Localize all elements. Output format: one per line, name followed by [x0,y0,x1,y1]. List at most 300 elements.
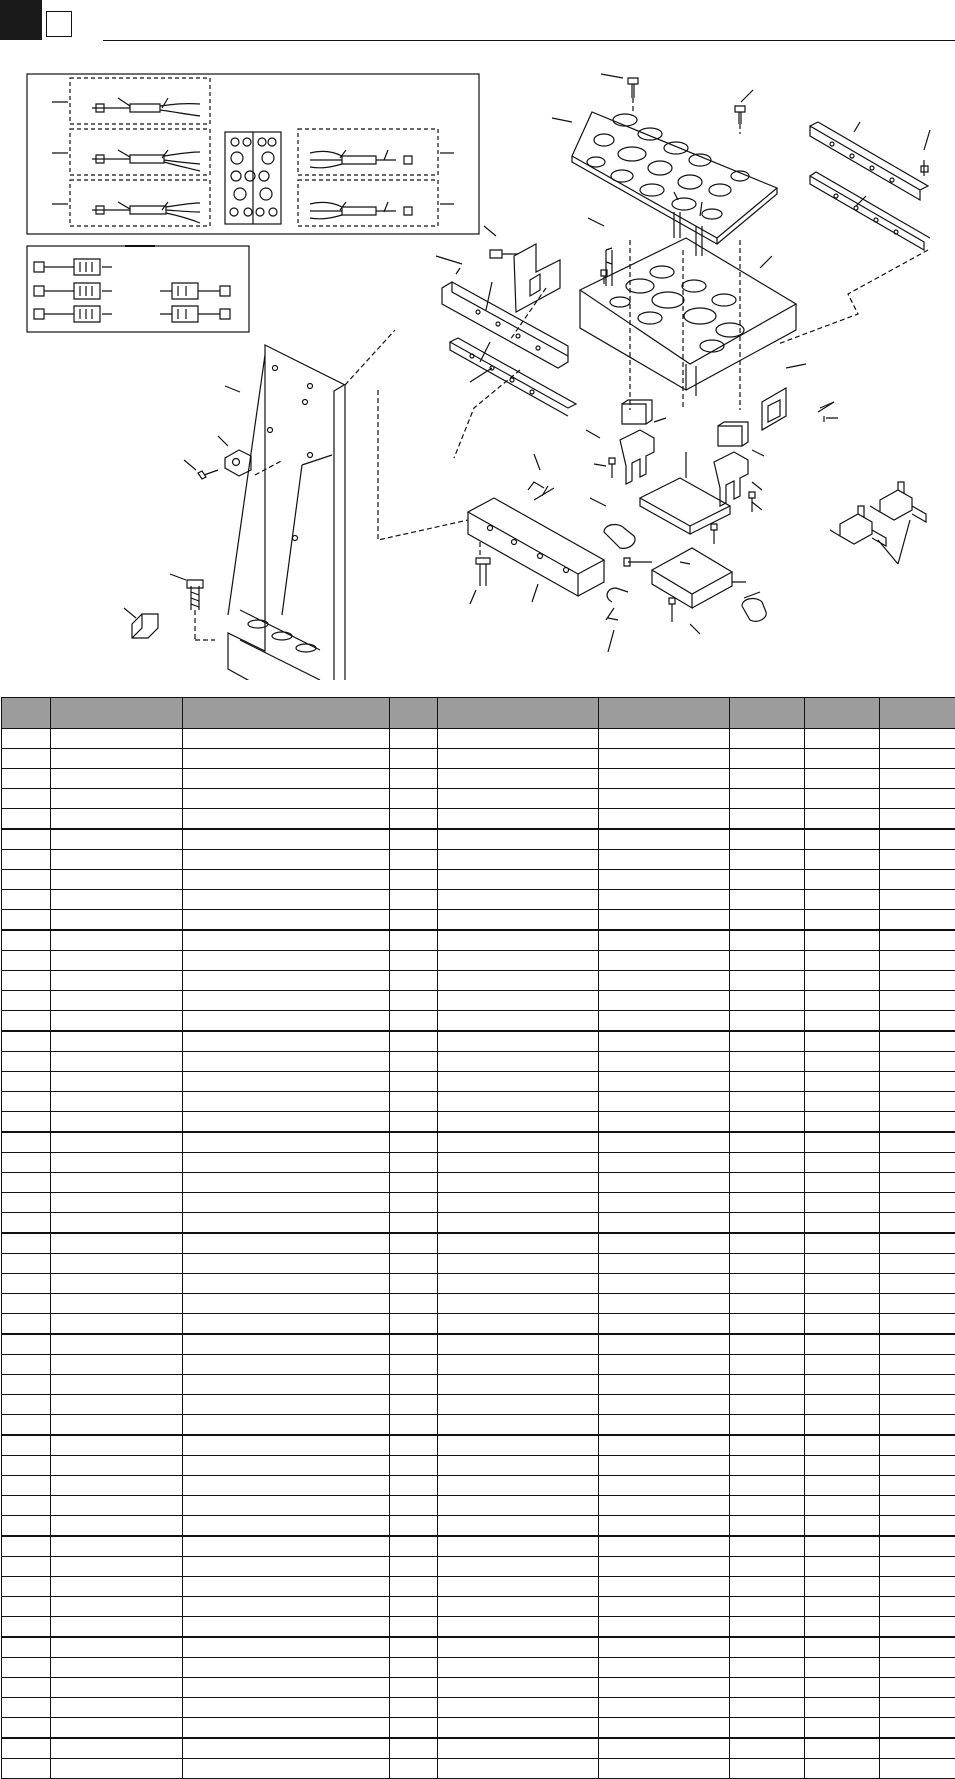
column-header [880,698,955,729]
table-cell [2,1072,51,1092]
table-cell [390,729,438,749]
table-cell [880,1678,955,1698]
table-cell [51,1031,183,1052]
table-cell [390,1718,438,1739]
table-cell [390,1516,438,1537]
table-cell [599,1193,730,1213]
table-cell [390,1011,438,1032]
table-cell [599,1536,730,1557]
table-cell [599,729,730,749]
table-cell [438,1294,599,1314]
table-cell [390,809,438,830]
table-cell [730,1294,805,1314]
table-cell [51,809,183,830]
table-cell [51,1718,183,1739]
table-cell [599,1153,730,1173]
table-cell [599,1718,730,1739]
table-cell [51,1274,183,1294]
table-cell [2,1395,51,1415]
table-cell [730,930,805,951]
table-cell [390,1233,438,1254]
table-cell [183,1496,390,1516]
table-cell [183,1516,390,1537]
column-header [183,698,390,729]
table-cell [51,1375,183,1395]
table-cell [2,769,51,789]
table-cell [730,910,805,931]
table-cell [390,1355,438,1375]
table-cell [730,1153,805,1173]
table-cell [730,729,805,749]
table-cell [183,729,390,749]
table-cell [390,1597,438,1617]
table-cell [880,1132,955,1153]
table-cell [51,971,183,991]
table-cell [805,870,880,890]
table-cell [599,971,730,991]
table-cell [51,1052,183,1072]
table-cell [880,1415,955,1436]
table-cell [390,1132,438,1153]
table-cell [438,1132,599,1153]
table-cell [730,1314,805,1335]
table-cell [183,1334,390,1355]
table-cell [183,1536,390,1557]
table-cell [880,809,955,830]
column-header [438,698,599,729]
table-row [2,1072,955,1092]
table-cell [2,749,51,769]
table-cell [183,829,390,850]
table-cell [730,1597,805,1617]
table-cell [51,1112,183,1133]
table-cell [2,1415,51,1436]
table-cell [390,1637,438,1658]
table-cell [390,1153,438,1173]
table-cell [51,1678,183,1698]
table-cell [880,1294,955,1314]
table-cell [390,1375,438,1395]
table-cell [2,1375,51,1395]
table-cell [51,789,183,809]
table-cell [730,1738,805,1759]
table-cell [51,1557,183,1577]
table-cell [2,1536,51,1557]
table-cell [805,1334,880,1355]
table-cell [599,870,730,890]
table-cell [183,1254,390,1274]
table-cell [51,951,183,971]
table-cell [880,1597,955,1617]
table-cell [880,729,955,749]
table-cell [2,729,51,749]
table-cell [805,971,880,991]
table-cell [438,1738,599,1759]
table-cell [2,890,51,910]
table-cell [183,910,390,931]
table-cell [183,1112,390,1133]
table-cell [730,1557,805,1577]
table-cell [880,1314,955,1335]
table-cell [2,829,51,850]
table-cell [51,749,183,769]
table-cell [51,1254,183,1274]
table-cell [805,1658,880,1678]
side-rail-left [436,256,576,458]
table-cell [51,769,183,789]
table-cell [390,1698,438,1718]
table-cell [2,1213,51,1234]
connector-kit-panel [27,246,249,332]
table-cell [183,991,390,1011]
table-cell [880,850,955,870]
table-cell [183,1415,390,1436]
table-cell [599,1112,730,1133]
table-cell [599,829,730,850]
table-row [2,1395,955,1415]
table-cell [2,1637,51,1658]
table-cell [438,910,599,931]
table-cell [880,930,955,951]
table-cell [880,1395,955,1415]
table-cell [880,870,955,890]
table-cell [2,850,51,870]
table-row [2,1738,955,1759]
table-cell [2,1456,51,1476]
table-row [2,1557,955,1577]
table-cell [805,1415,880,1436]
table-cell [51,1072,183,1092]
table-cell [438,1355,599,1375]
table-cell [390,1476,438,1496]
table-cell [805,1536,880,1557]
table-row [2,930,955,951]
table-cell [183,1718,390,1739]
table-cell [51,1314,183,1335]
table-cell [880,1274,955,1294]
table-cell [730,1011,805,1032]
table-cell [183,1678,390,1698]
table-cell [599,1557,730,1577]
table-cell [599,1294,730,1314]
table-cell [880,1658,955,1678]
table-cell [599,1375,730,1395]
table-cell [51,1415,183,1436]
table-cell [730,1052,805,1072]
table-cell [51,1395,183,1415]
table-row [2,971,955,991]
table-cell [51,1759,183,1779]
table-cell [880,1355,955,1375]
table-cell [2,1476,51,1496]
table-cell [51,1456,183,1476]
table-cell [805,1233,880,1254]
table-row [2,809,955,830]
table-cell [730,1254,805,1274]
table-cell [599,1415,730,1436]
table-cell [880,1738,955,1759]
table-cell [51,1637,183,1658]
table-cell [880,1698,955,1718]
table-cell [183,1738,390,1759]
column-header [390,698,438,729]
table-cell [438,829,599,850]
table-cell [51,1476,183,1496]
table-cell [2,870,51,890]
table-row [2,1132,955,1153]
table-cell [390,1173,438,1193]
table-row [2,1476,955,1496]
table-cell [183,850,390,870]
table-cell [438,1031,599,1052]
table-cell [183,749,390,769]
table-cell [438,1173,599,1193]
table-cell [390,1456,438,1476]
table-row [2,1233,955,1254]
table-cell [730,1516,805,1537]
table-cell [599,1213,730,1234]
table-cell [51,1577,183,1597]
table-cell [51,991,183,1011]
table-cell [599,1496,730,1516]
table-cell [438,1597,599,1617]
table-cell [438,1496,599,1516]
table-cell [730,1718,805,1739]
table-cell [880,1193,955,1213]
table-cell [599,1658,730,1678]
mounting-stand [124,330,395,680]
table-row [2,1153,955,1173]
table-row [2,749,955,769]
table-cell [599,1314,730,1335]
table-cell [183,1314,390,1335]
table-cell [438,1254,599,1274]
table-cell [805,1052,880,1072]
table-cell [183,1011,390,1032]
table-cell [2,910,51,931]
table-cell [880,1759,955,1779]
table-cell [438,930,599,951]
table-cell [730,890,805,910]
table-cell [730,829,805,850]
table-cell [599,1254,730,1274]
table-cell [390,769,438,789]
table-cell [880,1617,955,1638]
table-cell [880,1557,955,1577]
table-cell [880,1031,955,1052]
table-cell [599,1738,730,1759]
table-cell [438,1334,599,1355]
table-cell [730,1476,805,1496]
column-header [730,698,805,729]
table-cell [390,1314,438,1335]
table-cell [880,1072,955,1092]
table-cell [805,930,880,951]
table-row [2,1092,955,1112]
table-cell [183,1173,390,1193]
table-cell [438,890,599,910]
table-cell [880,1334,955,1355]
table-cell [438,1577,599,1597]
table-cell [438,1476,599,1496]
table-cell [805,951,880,971]
table-cell [805,1678,880,1698]
table-row [2,1375,955,1395]
table-cell [2,951,51,971]
table-row [2,1314,955,1335]
table-cell [2,1132,51,1153]
table-cell [730,1577,805,1597]
table-cell [51,1658,183,1678]
table-cell [805,789,880,809]
table-cell [880,1112,955,1133]
table-cell [183,1395,390,1415]
table-cell [51,1153,183,1173]
table-cell [599,1052,730,1072]
table-cell [805,1011,880,1032]
table-cell [880,971,955,991]
table-cell [390,749,438,769]
table-cell [51,1698,183,1718]
table-row [2,1617,955,1638]
table-cell [390,1617,438,1638]
table-cell [2,1617,51,1638]
table-cell [880,1637,955,1658]
header-rule [103,40,955,41]
table-cell [390,1072,438,1092]
table-cell [599,1233,730,1254]
table-cell [805,1637,880,1658]
table-cell [880,890,955,910]
table-cell [2,1658,51,1678]
table-cell [183,1355,390,1375]
table-cell [880,749,955,769]
table-cell [599,1355,730,1375]
table-cell [183,1274,390,1294]
table-cell [438,1213,599,1234]
gripper-body-block [484,192,838,430]
table-cell [880,910,955,931]
table-cell [599,910,730,931]
table-cell [183,951,390,971]
table-cell [730,951,805,971]
table-cell [183,1375,390,1395]
table-cell [599,991,730,1011]
table-cell [880,1213,955,1234]
table-cell [880,1496,955,1516]
table-cell [2,1738,51,1759]
table-row [2,1193,955,1213]
table-cell [183,1597,390,1617]
table-cell [51,1233,183,1254]
table-cell [599,1698,730,1718]
table-cell [599,1274,730,1294]
table-row [2,1597,955,1617]
table-cell [438,789,599,809]
cable-kit-panel [27,74,479,234]
table-cell [805,749,880,769]
section-badge [0,0,42,40]
table-cell [438,1314,599,1335]
table-row [2,1658,955,1678]
table-cell [730,1274,805,1294]
table-cell [880,1092,955,1112]
table-cell [2,1314,51,1335]
table-cell [599,1678,730,1698]
table-cell [805,1092,880,1112]
table-row [2,1334,955,1355]
table-cell [730,749,805,769]
table-cell [730,1072,805,1092]
table-cell [51,1334,183,1355]
table-cell [438,870,599,890]
table-cell [880,1052,955,1072]
table-cell [390,910,438,931]
table-cell [2,1294,51,1314]
table-row [2,1637,955,1658]
table-cell [599,1173,730,1193]
table-cell [438,1011,599,1032]
connector-icon [34,259,230,322]
table-cell [730,850,805,870]
table-cell [2,1577,51,1597]
table-cell [2,1557,51,1577]
table-cell [390,930,438,951]
table-cell [805,1435,880,1456]
table-cell [2,1759,51,1779]
table-cell [390,1092,438,1112]
table-cell [730,1112,805,1133]
table-cell [390,1415,438,1436]
gripper-top-plate [552,74,777,410]
table-cell [599,1092,730,1112]
table-cell [730,1617,805,1638]
table-cell [438,1617,599,1638]
table-cell [2,1496,51,1516]
table-cell [183,1577,390,1597]
table-cell [51,890,183,910]
table-cell [2,1052,51,1072]
table-cell [730,1435,805,1456]
table-cell [2,1516,51,1537]
table-cell [51,1536,183,1557]
table-row [2,850,955,870]
table-cell [183,809,390,830]
table-cell [438,991,599,1011]
table-cell [438,1557,599,1577]
table-cell [438,729,599,749]
table-cell [390,1294,438,1314]
table-cell [805,1375,880,1395]
table-cell [51,870,183,890]
table-cell [805,1617,880,1638]
table-row [2,1496,955,1516]
table-cell [183,1435,390,1456]
cable-harness-icon [310,151,412,218]
table-cell [805,1456,880,1476]
table-cell [805,1355,880,1375]
table-cell [2,1092,51,1112]
table-cell [390,1678,438,1698]
table-row [2,1052,955,1072]
table-cell [438,1274,599,1294]
table-row [2,1112,955,1133]
table-cell [390,890,438,910]
table-cell [730,1415,805,1436]
table-cell [805,1314,880,1335]
table-cell [51,1516,183,1537]
table-cell [390,1577,438,1597]
